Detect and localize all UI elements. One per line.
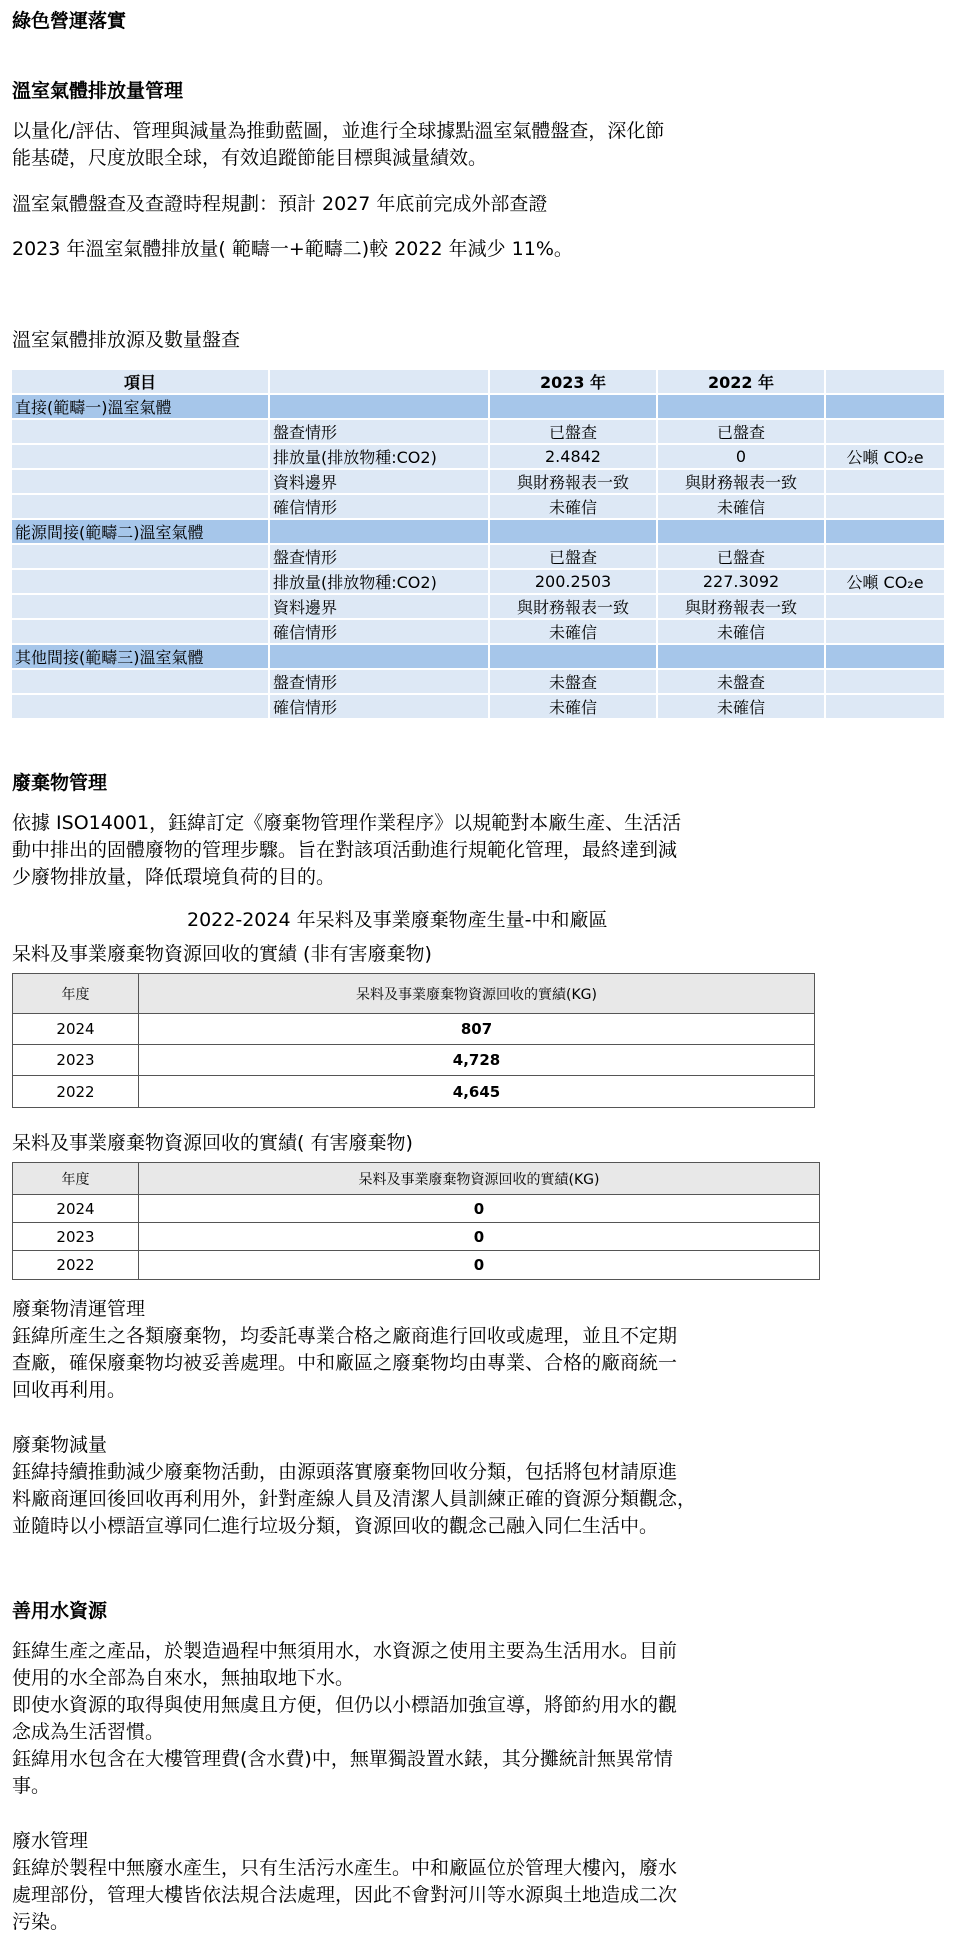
year-cell: 2023 — [13, 1045, 139, 1076]
text-line: 查廠，確保廢棄物均被妥善處理。中和廠區之廢棄物均由專業、合格的廠商統一 — [12, 1352, 678, 1374]
waste-reduction-heading: 廢棄物減量 — [12, 1434, 108, 1456]
waste-clearance-heading: 廢棄物清運管理 — [12, 1298, 146, 1320]
value-2023: 已盤查 — [490, 420, 656, 443]
text-line: 鈺緯所產生之各類廢棄物，均委託專業合格之廠商進行回收或處理，並且不定期 — [12, 1325, 678, 1347]
table-row — [13, 1014, 815, 1045]
header-cell: 2022 年 — [658, 370, 824, 393]
table-row — [12, 570, 944, 593]
unit-cell — [826, 420, 944, 443]
scope-label: 能源間接(範疇二)溫室氣體 — [12, 520, 268, 543]
item-label: 確信情形 — [270, 495, 488, 518]
value-cell: 0 — [139, 1251, 820, 1280]
item-label: 盤查情形 — [270, 545, 488, 568]
table-row — [12, 595, 944, 618]
value-2022: 與財務報表一致 — [658, 470, 824, 493]
value-2023: 2.4842 — [490, 445, 656, 468]
unit-cell — [826, 470, 944, 493]
table-row — [13, 1195, 820, 1223]
header-cell: 項目 — [12, 370, 268, 393]
table-row — [13, 1251, 820, 1280]
scope-row — [12, 645, 944, 668]
table-row — [12, 695, 944, 718]
ghg-reduction-text: 2023 年溫室氣體排放量( 範疇一+範疇二)較 2022 年減少 11%。 — [12, 238, 573, 260]
value-2022: 與財務報表一致 — [658, 595, 824, 618]
item-label: 盤查情形 — [270, 670, 488, 693]
value-2023: 未確信 — [490, 495, 656, 518]
text-line: 回收再利用。 — [12, 1379, 127, 1401]
table-row — [12, 420, 944, 443]
ghg-table — [10, 368, 946, 720]
unit-cell — [826, 695, 944, 718]
value-2023: 與財務報表一致 — [490, 470, 656, 493]
value-2023: 未確信 — [490, 695, 656, 718]
hazardous-caption: 呆料及事業廢棄物資源回收的實績( 有害廢棄物) — [12, 1132, 413, 1154]
text-line: 鈺緯於製程中無廢水產生，只有生活污水產生。中和廠區位於管理大樓內，廢水 — [12, 1857, 678, 1879]
unit-cell: 公噸 CO₂e — [826, 445, 944, 468]
text-line: 依據 ISO14001，鈺緯訂定《廢棄物管理作業程序》以規範對本廠生產、生活活 — [12, 812, 682, 834]
value-2022: 未盤查 — [658, 670, 824, 693]
value-cell: 4,728 — [139, 1045, 815, 1076]
text-line: 少廢物排放量，降低環境負荷的目的。 — [12, 866, 336, 888]
table-row — [12, 620, 944, 643]
text-line: 以量化/評估、管理與減量為推動藍圖，並進行全球據點溫室氣體盤查，深化節 — [12, 120, 665, 142]
header-value: 呆料及事業廢棄物資源回收的實績(KG) — [139, 974, 815, 1014]
table-header-row — [13, 1163, 820, 1195]
value-2022: 已盤查 — [658, 420, 824, 443]
table-header-row — [12, 370, 944, 393]
wastewater-block — [12, 1828, 822, 1936]
item-label: 資料邊界 — [270, 470, 488, 493]
item-label: 資料邊界 — [270, 595, 488, 618]
value-2022: 未確信 — [658, 695, 824, 718]
text-line: 污染。 — [12, 1911, 70, 1933]
table-row — [12, 495, 944, 518]
unit-cell — [826, 595, 944, 618]
header-cell — [270, 370, 488, 393]
ghg-paragraph — [12, 118, 822, 172]
text-line: 使用的水全部為自來水，無抽取地下水。 — [12, 1667, 355, 1689]
scope-row — [12, 520, 944, 543]
scope-label: 直接(範疇一)溫室氣體 — [12, 395, 268, 418]
text-line: 鈺緯用水包含在大樓管理費(含水費)中，無單獨設置水錶，其分攤統計無異常情 — [12, 1748, 673, 1770]
unit-cell — [826, 545, 944, 568]
value-2022: 227.3092 — [658, 570, 824, 593]
waste-clearance-block — [12, 1296, 822, 1404]
table-row — [13, 1223, 820, 1251]
table-row — [12, 470, 944, 493]
text-line: 並隨時以小標語宣導同仁進行垃圾分類，資源回收的觀念己融入同仁生活中。 — [12, 1515, 659, 1537]
text-line: 事。 — [12, 1775, 51, 1797]
table-row — [13, 1045, 815, 1076]
table-row — [12, 545, 944, 568]
header-cell — [826, 370, 944, 393]
text-line: 鈺緯持續推動減少廢棄物活動，由源頭落實廢棄物回收分類，包括將包材請原進 — [12, 1461, 678, 1483]
water-heading: 善用水資源 — [12, 1600, 108, 1622]
waste-table-title: 2022-2024 年呆料及事業廢棄物產生量-中和廠區 — [187, 909, 608, 931]
text-line: 念成為生活習慣。 — [12, 1721, 165, 1743]
water-paragraph — [12, 1638, 822, 1800]
text-line: 動中排出的固體廢物的管理步驟。旨在對該項活動進行規範化管理，最終達到減 — [12, 839, 678, 861]
table-row — [12, 670, 944, 693]
value-2022: 已盤查 — [658, 545, 824, 568]
scope-label: 其他間接(範疇三)溫室氣體 — [12, 645, 268, 668]
ghg-schedule-text: 溫室氣體盤查及查證時程規劃：預計 2027 年底前完成外部查證 — [12, 193, 548, 215]
text-line: 鈺緯生產之產品，於製造過程中無須用水，水資源之使用主要為生活用水。目前 — [12, 1640, 678, 1662]
header-value: 呆料及事業廢棄物資源回收的實績(KG) — [139, 1163, 820, 1195]
table-header-row — [13, 974, 815, 1014]
table-row — [12, 445, 944, 468]
year-cell: 2022 — [13, 1076, 139, 1108]
waste-reduction-block — [12, 1432, 822, 1540]
waste-heading: 廢棄物管理 — [12, 772, 108, 794]
table-row — [13, 1076, 815, 1108]
value-2022: 未確信 — [658, 620, 824, 643]
nonhazardous-caption: 呆料及事業廢棄物資源回收的實績 (非有害廢棄物) — [12, 943, 432, 965]
value-cell: 807 — [139, 1014, 815, 1045]
year-cell: 2023 — [13, 1223, 139, 1251]
page-title: 綠色營運落實 — [12, 10, 127, 32]
wastewater-heading: 廢水管理 — [12, 1830, 89, 1852]
value-cell: 4,645 — [139, 1076, 815, 1108]
value-2023: 與財務報表一致 — [490, 595, 656, 618]
value-2023: 200.2503 — [490, 570, 656, 593]
hazardous-waste-table — [12, 1162, 820, 1280]
scope-row — [12, 395, 944, 418]
unit-cell — [826, 670, 944, 693]
year-cell: 2024 — [13, 1014, 139, 1045]
item-label: 排放量(排放物種:CO2) — [270, 570, 488, 593]
value-2022: 未確信 — [658, 495, 824, 518]
year-cell: 2024 — [13, 1195, 139, 1223]
ghg-heading: 溫室氣體排放量管理 — [12, 80, 184, 102]
text-line: 處理部份，管理大樓皆依法規合法處理，因此不會對河川等水源與土地造成二次 — [12, 1884, 678, 1906]
value-2022: 0 — [658, 445, 824, 468]
value-2023: 已盤查 — [490, 545, 656, 568]
text-line: 即使水資源的取得與使用無虞且方便，但仍以小標語加強宣導，將節約用水的觀 — [12, 1694, 678, 1716]
value-2023: 未確信 — [490, 620, 656, 643]
value-cell: 0 — [139, 1223, 820, 1251]
item-label: 盤查情形 — [270, 420, 488, 443]
ghg-table-caption: 溫室氣體排放源及數量盤查 — [12, 329, 241, 351]
item-label: 確信情形 — [270, 620, 488, 643]
text-line: 料廠商運回後回收再利用外，針對產線人員及清潔人員訓練正確的資源分類觀念， — [12, 1488, 697, 1510]
value-cell: 0 — [139, 1195, 820, 1223]
item-label: 確信情形 — [270, 695, 488, 718]
waste-paragraph — [12, 810, 822, 891]
header-year: 年度 — [13, 974, 139, 1014]
text-line: 能基礎，尺度放眼全球，有效追蹤節能目標與減量績效。 — [12, 147, 488, 169]
nonhazardous-waste-table — [12, 973, 815, 1108]
header-year: 年度 — [13, 1163, 139, 1195]
value-2023: 未盤查 — [490, 670, 656, 693]
unit-cell — [826, 620, 944, 643]
header-cell: 2023 年 — [490, 370, 656, 393]
unit-cell: 公噸 CO₂e — [826, 570, 944, 593]
item-label: 排放量(排放物種:CO2) — [270, 445, 488, 468]
year-cell: 2022 — [13, 1251, 139, 1280]
unit-cell — [826, 495, 944, 518]
